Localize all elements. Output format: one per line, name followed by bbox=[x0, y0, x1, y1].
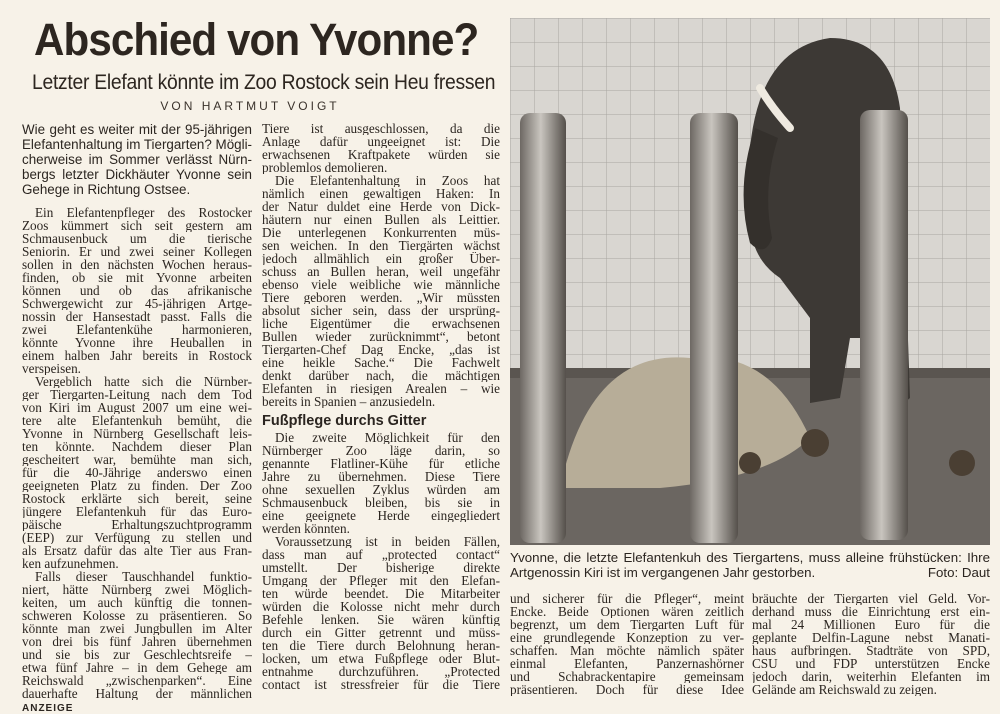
text-line: Ein Elefantenpfleger des Rostocker bbox=[35, 206, 252, 219]
text-line: Gelände am Reichswald zu zeigen. bbox=[752, 683, 937, 696]
text-line: eine geeignete Herde eingegliedert bbox=[262, 509, 500, 522]
body-paragraph bbox=[262, 122, 500, 174]
text-line: ken aufzunehmen. bbox=[22, 557, 119, 570]
text-line: und sie bis zur Geschlechtsreife – bbox=[22, 648, 252, 661]
text-line: mal 24 Millionen Euro für die bbox=[752, 618, 990, 631]
text-line: Umgang der Pfleger mit den Elefan- bbox=[262, 574, 500, 587]
text-line: und Schabrackentapire gemeinsam bbox=[510, 670, 744, 683]
text-line: könnte man zwei Jungbullen im Alter bbox=[22, 622, 252, 635]
caption-line-2: Artgenossin Kiri ist im vergangenen Jahr gestorben. bbox=[510, 565, 816, 580]
text-line: Rostock erklärte sich bereit, seine bbox=[22, 492, 252, 505]
text-line: würden die Kolosse nicht mehr durch bbox=[262, 600, 500, 613]
text-line: Tiere ist ausgeschlossen, da die bbox=[262, 122, 500, 135]
text-line: Befehle lenken. Sie wären künftig bbox=[262, 613, 500, 626]
text-line: finden, ob sie mit Yvonne arbeiten bbox=[22, 271, 252, 284]
text-line: sollen in den nächsten Wochen heraus- bbox=[22, 258, 252, 271]
text-line: verspeisen. bbox=[22, 362, 81, 375]
body-paragraph bbox=[262, 535, 500, 691]
text-line: (EEP) zur Verfügung zu stellen und bbox=[22, 531, 252, 544]
text-line: Jahre zu übernehmen. Diese Tiere bbox=[262, 470, 500, 483]
text-line: nossin der Hansestadt passt. Falls die bbox=[22, 310, 252, 323]
elephant-photo bbox=[510, 18, 990, 545]
text-line: geeigneten Platz zu finden. Der Zoo bbox=[22, 479, 252, 492]
text-line: entnahme durchzuführen. „Protected bbox=[262, 665, 500, 678]
advertisement-label: ANZEIGE bbox=[22, 703, 74, 714]
text-line: etwa fünf Jahre – in dem Gehege am bbox=[22, 661, 252, 674]
text-line: Nürnberger Zoo läge darin, so bbox=[262, 444, 500, 457]
lead-line: Elefantenhaltung im Tiergarten? Mögli- bbox=[22, 137, 252, 152]
text-line: denkt darüber nach, die mächtigen bbox=[262, 369, 500, 382]
body-paragraph bbox=[262, 431, 500, 535]
text-line: Encke. Beide Optionen wären zeitlich bbox=[510, 605, 744, 618]
text-line: problemlos demolieren. bbox=[262, 161, 388, 174]
headline: Abschied von Yvonne? bbox=[34, 14, 479, 65]
lead-line: Gehege in Richtung Ostsee. bbox=[22, 182, 191, 197]
photo-caption bbox=[510, 550, 990, 580]
text-line: Zoos kümmert sich seit gestern am bbox=[22, 219, 252, 232]
text-line: contact ist stressfreier für die Tiere bbox=[262, 678, 500, 691]
text-line: liche Eigentümer die erwachsenen bbox=[262, 317, 500, 330]
text-line: eine grundlegende Konzeption zu ver- bbox=[510, 631, 744, 644]
text-line: Bullen wieder zurücknimmt“, betont bbox=[262, 330, 500, 343]
text-line: und sicherer für die Pfleger“, meint bbox=[510, 592, 744, 605]
lead-line: Wie geht es weiter mit der 95-jährigen bbox=[22, 122, 252, 137]
text-line: genannte Flatliner-Kühe für etliche bbox=[262, 457, 500, 470]
text-line: eine heikle Sache.“ Die Fachwelt bbox=[262, 356, 500, 369]
text-line: geplante Delfin-Lagune nebst Manati- bbox=[752, 631, 990, 644]
text-line: schaffen. Man möchte nämlich später bbox=[510, 644, 744, 657]
text-line: absolut sicher sein, dass der ursprüng- bbox=[262, 304, 500, 317]
text-line: dauerhafte Haltung der männlichen bbox=[22, 687, 252, 700]
text-line: nämlich einen gewaltigen Haken: In bbox=[262, 187, 500, 200]
text-line: Falls dieser Tauschhandel funktio- bbox=[35, 570, 252, 583]
text-line: schweren Kolosse zu präsentieren. So bbox=[22, 609, 252, 622]
text-line: könnte Yvonne ihre Heuballen in bbox=[22, 336, 252, 349]
body-paragraph bbox=[510, 592, 744, 696]
text-line: Anlage dafür ungeeignet ist: Die bbox=[262, 135, 500, 148]
body-paragraph bbox=[22, 206, 252, 375]
text-line: von drei bis fünf Jahren übernehmen bbox=[22, 635, 252, 648]
text-line: ten die Tiere durch Belohnung heran- bbox=[262, 639, 500, 652]
text-line: keiten, um auch künftig die tonnen- bbox=[22, 596, 252, 609]
article-column-3 bbox=[510, 592, 744, 696]
text-line: der Natur duldet eine Herde von Dick- bbox=[262, 200, 500, 213]
text-line: für die 40-Jährige anderswo einen bbox=[22, 466, 252, 479]
text-line: als Ersatz dafür das alte Tier aus Fran- bbox=[22, 544, 252, 557]
text-line: ten könnte. Nachdem dieser Plan bbox=[22, 440, 252, 453]
body-paragraph bbox=[752, 592, 990, 696]
text-line: bräuchte der Tiergarten viel Geld. Vor- bbox=[752, 592, 990, 605]
text-line: erwachsenen Kraftpakete würden sie bbox=[262, 148, 500, 161]
text-line: ger Tiergarten-Leitung nach dem Tod bbox=[22, 388, 252, 401]
text-line: ohne sexuellen Zyklus würden am bbox=[262, 483, 500, 496]
text-line: sen weichen. In den Tiergärten wächst bbox=[262, 239, 500, 252]
text-line: jedoch darin, weiterhin Elefanten im bbox=[752, 670, 990, 683]
text-line: schuss an Bullen heran, weil ungefähr bbox=[262, 265, 500, 278]
text-line: päische Erhaltungszuchtprogramm bbox=[22, 518, 252, 531]
text-line: tere alte Elefantenkuh bemüht, die bbox=[22, 414, 252, 427]
body-paragraph bbox=[22, 570, 252, 700]
text-line: häutern nur einen Bullen als Leittier. bbox=[262, 213, 500, 226]
text-line: umstellt. Der bisherige direkte bbox=[262, 561, 500, 574]
text-line: präsentieren. Doch für diese Idee bbox=[510, 683, 744, 696]
text-line: locken, um etwa Fußpflege oder Blut- bbox=[262, 652, 500, 665]
text-line: Die Elefantenhaltung in Zoos hat bbox=[275, 174, 500, 187]
text-line: Tiergarten-Chef Dag Encke, „das ist bbox=[262, 343, 500, 356]
text-line: Schmausenbuck bleiben, bis sie in bbox=[262, 496, 500, 509]
text-line: zwei Elefantenkühe harmonieren, bbox=[22, 323, 252, 336]
text-line: werden könnten. bbox=[262, 522, 350, 535]
text-line: Seniorin. Er und zwei seiner Kollegen bbox=[22, 245, 252, 258]
lead-line: cherweise im Sommer verlässt Nürn- bbox=[22, 152, 252, 167]
text-line: Schwergewicht zur 45-jährigen Artge- bbox=[22, 297, 252, 310]
text-line: dass man auf „protected contact“ bbox=[262, 548, 500, 561]
text-line: Die unterlegenen Konkurrenten müs- bbox=[262, 226, 500, 239]
text-line: Vergeblich hatte sich die Nürnber- bbox=[35, 375, 252, 388]
text-line: Voraussetzung ist in beiden Fällen, bbox=[275, 535, 500, 548]
text-line: derhand muss die Einrichtung erst ein- bbox=[752, 605, 990, 618]
text-line: Tiere geboren werden. „Wir müssten bbox=[262, 291, 500, 304]
text-line: durch ein Gitter getrennt und müss- bbox=[262, 626, 500, 639]
text-line: ebenso viele weibliche wie männliche bbox=[262, 278, 500, 291]
article-column-4 bbox=[752, 592, 990, 696]
photo-credit: Foto: Daut bbox=[927, 565, 990, 580]
text-line: bereits in Spanien – anzusiedeln. bbox=[262, 395, 436, 408]
text-line: haus aufbringen. Stadträte von SPD, bbox=[752, 644, 990, 657]
text-line: Elefanten in riesigen Arealen – wie bbox=[262, 382, 500, 395]
text-line: begrenzt, um dem Tiergarten Luft für bbox=[510, 618, 744, 631]
text-line: gescheitert war, bemühte man sich, bbox=[22, 453, 252, 466]
text-line: Reichswald „zwischenparken“. Eine bbox=[22, 674, 252, 687]
text-line: können und ob das afrikanische bbox=[22, 284, 252, 297]
byline: VON HARTMUT VOIGT bbox=[160, 99, 340, 113]
text-line: Yvonne in Nürnberg Gesellschaft leis- bbox=[22, 427, 252, 440]
text-line: einmal Elefanten, Panzernashörner bbox=[510, 657, 744, 670]
text-line: jedoch allmählich ein großer Über- bbox=[262, 252, 500, 265]
text-line: ten würde beendet. Die Mitarbeiter bbox=[262, 587, 500, 600]
article-column-1 bbox=[22, 122, 252, 700]
text-line: CSU und FDP unterstützen Encke bbox=[752, 657, 990, 670]
text-line: einem halben Jahr bereits in Rostock bbox=[22, 349, 252, 362]
text-line: niert, hätte Nürnberg zwei Möglich- bbox=[22, 583, 252, 596]
article-column-2 bbox=[262, 122, 500, 691]
section-subheading: Fußpflege durchs Gitter bbox=[262, 413, 427, 429]
body-paragraph bbox=[22, 375, 252, 570]
text-line: Die zweite Möglichkeit für den bbox=[275, 431, 500, 444]
body-paragraph bbox=[262, 174, 500, 408]
text-line: von Kiri im August 2007 um eine wei- bbox=[22, 401, 252, 414]
text-line: jüngere Elefantenkuh für das Euro- bbox=[22, 505, 252, 518]
lead-line: bergs letzter Dickhäuter Yvonne sein bbox=[22, 167, 252, 182]
subheadline: Letzter Elefant könnte im Zoo Rostock sein Heu fressen bbox=[32, 71, 496, 94]
caption-line-1: Yvonne, die letzte Elefantenkuh des Tiergartens, muss alleine frühstücken: Ihre bbox=[510, 550, 990, 565]
lead-paragraph bbox=[22, 122, 252, 197]
text-line: Schmausenbuck um die tierische bbox=[22, 232, 252, 245]
